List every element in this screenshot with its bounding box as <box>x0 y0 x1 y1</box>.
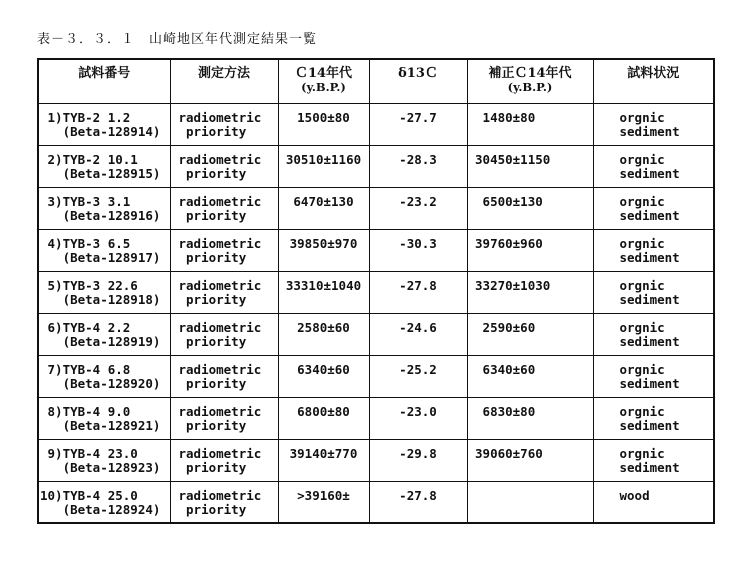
table-row <box>38 271 714 313</box>
sample-id-cell: 3)TYB-3 3.1 (Beta-128916) <box>38 187 170 229</box>
delta13c-cell: -27.8 <box>369 271 467 313</box>
sample-id-cell: 1)TYB-2 1.2 (Beta-128914) <box>38 103 170 145</box>
method-cell: radiometric priority <box>170 271 278 313</box>
table-row <box>38 229 714 271</box>
corrected-age-cell: 2590±60 <box>467 313 593 355</box>
header-delta13c: δ13Ｃ <box>369 59 467 103</box>
c14-age-cell: 6340±60 <box>278 355 369 397</box>
method-cell: radiometric priority <box>170 103 278 145</box>
c14-age-cell: 6470±130 <box>278 187 369 229</box>
corrected-age-cell: 6500±130 <box>467 187 593 229</box>
method-cell: radiometric priority <box>170 187 278 229</box>
c14-age-cell: >39160± <box>278 481 369 523</box>
sample-state-cell: orgnic sediment <box>593 145 714 187</box>
sample-state-cell: orgnic sediment <box>593 271 714 313</box>
corrected-age-cell: 33270±1030 <box>467 271 593 313</box>
c14-age-cell: 30510±1160 <box>278 145 369 187</box>
corrected-age-cell: 39060±760 <box>467 439 593 481</box>
delta13c-cell: -23.2 <box>369 187 467 229</box>
corrected-age-cell: 6340±60 <box>467 355 593 397</box>
method-cell: radiometric priority <box>170 145 278 187</box>
corrected-age-cell: 30450±1150 <box>467 145 593 187</box>
sample-state-cell: wood <box>593 481 714 523</box>
sample-id-cell: 5)TYB-3 22.6 (Beta-128918) <box>38 271 170 313</box>
delta13c-cell: -27.8 <box>369 481 467 523</box>
sample-state-cell: orgnic sediment <box>593 229 714 271</box>
corrected-age-cell: 1480±80 <box>467 103 593 145</box>
sample-id-cell: 6)TYB-4 2.2 (Beta-128919) <box>38 313 170 355</box>
sample-state-cell: orgnic sediment <box>593 313 714 355</box>
table-row <box>38 481 714 523</box>
delta13c-cell: -28.3 <box>369 145 467 187</box>
header-sample: 試料番号 <box>38 59 170 103</box>
method-cell: radiometric priority <box>170 355 278 397</box>
c14-age-cell: 6800±80 <box>278 397 369 439</box>
table-row <box>38 313 714 355</box>
header-c14-age: Ｃ14年代 (y.B.P.) <box>278 59 369 103</box>
corrected-age-cell: 39760±960 <box>467 229 593 271</box>
sample-state-cell: orgnic sediment <box>593 355 714 397</box>
table-caption: 表－３．３．１ 山崎地区年代測定結果一覧 <box>37 32 318 47</box>
table-row <box>38 103 714 145</box>
sample-id-cell: 4)TYB-3 6.5 (Beta-128917) <box>38 229 170 271</box>
header-method: 測定方法 <box>170 59 278 103</box>
sample-id-cell: 9)TYB-4 23.0 (Beta-128923) <box>38 439 170 481</box>
delta13c-cell: -23.0 <box>369 397 467 439</box>
dating-results-table <box>37 58 715 524</box>
table-row <box>38 397 714 439</box>
table-row <box>38 187 714 229</box>
corrected-age-cell <box>467 481 593 523</box>
sample-state-cell: orgnic sediment <box>593 397 714 439</box>
c14-age-cell: 1500±80 <box>278 103 369 145</box>
method-cell: radiometric priority <box>170 229 278 271</box>
c14-age-cell: 39140±770 <box>278 439 369 481</box>
delta13c-cell: -27.7 <box>369 103 467 145</box>
header-sample-state: 試料状況 <box>593 59 714 103</box>
method-cell: radiometric priority <box>170 397 278 439</box>
sample-id-cell: 10)TYB-4 25.0 (Beta-128924) <box>38 481 170 523</box>
delta13c-cell: -24.6 <box>369 313 467 355</box>
sample-state-cell: orgnic sediment <box>593 439 714 481</box>
corrected-age-cell: 6830±80 <box>467 397 593 439</box>
delta13c-cell: -25.2 <box>369 355 467 397</box>
table-header-row <box>38 59 714 103</box>
delta13c-cell: -29.8 <box>369 439 467 481</box>
c14-age-cell: 39850±970 <box>278 229 369 271</box>
table-row <box>38 355 714 397</box>
sample-id-cell: 2)TYB-2 10.1 (Beta-128915) <box>38 145 170 187</box>
sample-id-cell: 7)TYB-4 6.8 (Beta-128920) <box>38 355 170 397</box>
method-cell: radiometric priority <box>170 481 278 523</box>
method-cell: radiometric priority <box>170 439 278 481</box>
sample-state-cell: orgnic sediment <box>593 103 714 145</box>
c14-age-cell: 2580±60 <box>278 313 369 355</box>
delta13c-cell: -30.3 <box>369 229 467 271</box>
header-corrected-c14-age: 補正Ｃ14年代 (y.B.P.) <box>467 59 593 103</box>
table-row <box>38 439 714 481</box>
table-row <box>38 145 714 187</box>
sample-id-cell: 8)TYB-4 9.0 (Beta-128921) <box>38 397 170 439</box>
method-cell: radiometric priority <box>170 313 278 355</box>
c14-age-cell: 33310±1040 <box>278 271 369 313</box>
sample-state-cell: orgnic sediment <box>593 187 714 229</box>
